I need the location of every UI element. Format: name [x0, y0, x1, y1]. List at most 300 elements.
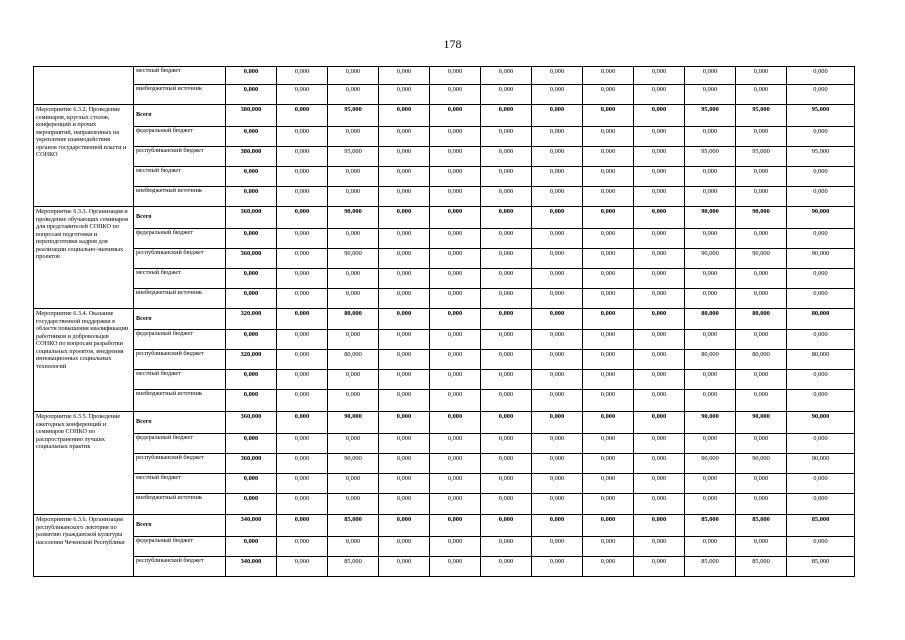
value-cell: 0,000 — [430, 269, 481, 289]
value-cell: 0,000 — [736, 229, 787, 249]
funding-source-cell: федеральный бюджет — [134, 229, 226, 249]
value-cell: 0,000 — [277, 229, 328, 249]
value-cell: 320,000 — [226, 309, 277, 330]
value-cell: 0,000 — [787, 474, 855, 494]
value-cell: 0,000 — [226, 370, 277, 390]
value-cell: 0,000 — [379, 330, 430, 350]
value-cell: 0,000 — [685, 187, 736, 207]
value-cell: 85,000 — [736, 557, 787, 577]
value-cell: 85,000 — [685, 515, 736, 537]
value-cell: 0,000 — [277, 474, 328, 494]
value-cell: 0,000 — [481, 127, 532, 147]
value-cell: 0,000 — [226, 85, 277, 105]
value-cell: 90,000 — [736, 454, 787, 474]
value-cell: 0,000 — [277, 309, 328, 330]
value-cell: 0,000 — [583, 330, 634, 350]
value-cell: 0,000 — [634, 557, 685, 577]
value-cell: 0,000 — [634, 85, 685, 105]
value-cell: 0,000 — [379, 85, 430, 105]
value-cell: 85,000 — [787, 557, 855, 577]
value-cell: 0,000 — [634, 390, 685, 412]
value-cell: 0,000 — [787, 370, 855, 390]
value-cell: 0,000 — [226, 330, 277, 350]
value-cell: 0,000 — [481, 167, 532, 187]
value-cell: 0,000 — [685, 167, 736, 187]
value-cell: 90,000 — [685, 412, 736, 434]
value-cell: 0,000 — [430, 350, 481, 370]
funding-source-cell: Всего — [134, 105, 226, 127]
value-cell: 0,000 — [430, 187, 481, 207]
value-cell: 0,000 — [583, 494, 634, 515]
funding-source-cell: внебюджетный источник — [134, 494, 226, 515]
value-cell: 0,000 — [277, 537, 328, 557]
value-cell: 0,000 — [481, 330, 532, 350]
value-cell: 0,000 — [481, 390, 532, 412]
value-cell: 0,000 — [430, 127, 481, 147]
value-cell: 0,000 — [634, 412, 685, 434]
value-cell: 0,000 — [787, 67, 855, 85]
funding-source-cell: республиканский бюджет — [134, 557, 226, 577]
value-cell: 0,000 — [634, 67, 685, 85]
value-cell: 0,000 — [532, 105, 583, 127]
value-cell: 0,000 — [583, 289, 634, 309]
value-cell: 0,000 — [583, 105, 634, 127]
value-cell: 0,000 — [685, 370, 736, 390]
value-cell: 0,000 — [277, 127, 328, 147]
value-cell: 0,000 — [481, 494, 532, 515]
value-cell: 80,000 — [736, 350, 787, 370]
value-cell: 0,000 — [634, 249, 685, 269]
value-cell: 0,000 — [481, 105, 532, 127]
value-cell: 0,000 — [328, 390, 379, 412]
value-cell: 0,000 — [685, 434, 736, 454]
value-cell: 0,000 — [328, 494, 379, 515]
value-cell: 0,000 — [583, 167, 634, 187]
value-cell: 0,000 — [430, 167, 481, 187]
value-cell: 0,000 — [379, 167, 430, 187]
value-cell: 0,000 — [277, 187, 328, 207]
value-cell: 0,000 — [277, 289, 328, 309]
value-cell: 0,000 — [481, 350, 532, 370]
table-row — [34, 390, 855, 412]
value-cell: 0,000 — [583, 309, 634, 330]
value-cell: 0,000 — [379, 105, 430, 127]
value-cell: 0,000 — [583, 147, 634, 167]
value-cell: 0,000 — [787, 127, 855, 147]
value-cell: 0,000 — [787, 494, 855, 515]
value-cell: 0,000 — [430, 412, 481, 434]
value-cell: 0,000 — [277, 207, 328, 229]
funding-source-cell: Всего — [134, 309, 226, 330]
value-cell: 95,000 — [736, 147, 787, 167]
value-cell: 80,000 — [787, 350, 855, 370]
value-cell: 0,000 — [736, 390, 787, 412]
value-cell: 0,000 — [430, 474, 481, 494]
value-cell: 0,000 — [328, 269, 379, 289]
value-cell: 95,000 — [328, 147, 379, 167]
value-cell: 0,000 — [532, 515, 583, 537]
value-cell: 0,000 — [481, 249, 532, 269]
value-cell: 0,000 — [532, 127, 583, 147]
value-cell: 85,000 — [787, 515, 855, 537]
table-row — [34, 330, 855, 350]
value-cell: 0,000 — [379, 249, 430, 269]
value-cell: 0,000 — [634, 207, 685, 229]
value-cell: 90,000 — [685, 207, 736, 229]
value-cell: 0,000 — [481, 370, 532, 390]
value-cell: 340,000 — [226, 515, 277, 537]
table-row — [34, 350, 855, 370]
value-cell: 0,000 — [379, 147, 430, 167]
table-row — [34, 127, 855, 147]
table-row — [34, 249, 855, 269]
value-cell: 0,000 — [532, 249, 583, 269]
value-cell: 0,000 — [787, 434, 855, 454]
value-cell: 0,000 — [532, 330, 583, 350]
value-cell: 0,000 — [583, 557, 634, 577]
funding-source-cell: внебюджетный источник — [134, 85, 226, 105]
value-cell: 0,000 — [736, 494, 787, 515]
value-cell: 0,000 — [634, 147, 685, 167]
value-cell: 0,000 — [634, 330, 685, 350]
value-cell: 0,000 — [226, 187, 277, 207]
funding-source-cell: федеральный бюджет — [134, 330, 226, 350]
value-cell: 0,000 — [379, 454, 430, 474]
value-cell: 0,000 — [583, 454, 634, 474]
value-cell: 0,000 — [787, 85, 855, 105]
value-cell: 0,000 — [787, 187, 855, 207]
value-cell: 0,000 — [277, 454, 328, 474]
value-cell: 0,000 — [685, 330, 736, 350]
value-cell: 0,000 — [379, 127, 430, 147]
value-cell: 0,000 — [685, 289, 736, 309]
value-cell: 0,000 — [226, 537, 277, 557]
value-cell: 0,000 — [226, 269, 277, 289]
value-cell: 0,000 — [379, 269, 430, 289]
value-cell: 0,000 — [430, 370, 481, 390]
table-body — [34, 67, 855, 577]
table-row — [34, 289, 855, 309]
value-cell: 0,000 — [481, 269, 532, 289]
value-cell: 0,000 — [277, 147, 328, 167]
table-row — [34, 454, 855, 474]
funding-source-cell: местный бюджет — [134, 167, 226, 187]
value-cell: 0,000 — [277, 370, 328, 390]
value-cell: 0,000 — [634, 537, 685, 557]
value-cell: 0,000 — [634, 127, 685, 147]
value-cell: 0,000 — [481, 147, 532, 167]
value-cell: 0,000 — [583, 187, 634, 207]
value-cell: 0,000 — [583, 269, 634, 289]
value-cell: 0,000 — [481, 454, 532, 474]
value-cell: 0,000 — [277, 269, 328, 289]
value-cell: 360,000 — [226, 454, 277, 474]
value-cell: 0,000 — [736, 370, 787, 390]
value-cell: 90,000 — [328, 249, 379, 269]
value-cell: 0,000 — [685, 537, 736, 557]
value-cell: 95,000 — [685, 147, 736, 167]
value-cell: 0,000 — [430, 207, 481, 229]
value-cell: 0,000 — [583, 412, 634, 434]
value-cell: 80,000 — [736, 309, 787, 330]
value-cell: 0,000 — [430, 515, 481, 537]
value-cell: 0,000 — [532, 229, 583, 249]
value-cell: 0,000 — [532, 187, 583, 207]
measure-title-cell: Мероприятие 6.3.3. Организация и проведение обучающих семинаров для представителей СОНКО по вопросам подготовки и переподготовки кадров для реализации социально-значимых проектов — [34, 207, 134, 309]
value-cell: 0,000 — [532, 390, 583, 412]
measure-title-cell: Мероприятие 6.3.4. Оказание государственной поддержки в области повышения квалификации работников и добровольцев СОНКО по вопросам разработки социальных проектов, внедрения инновационных социальных технологий — [34, 309, 134, 412]
value-cell: 0,000 — [787, 229, 855, 249]
value-cell: 0,000 — [379, 370, 430, 390]
measure-title-cell: Мероприятие 6.3.2. Проведение семинаров, круглых столов, конференций и прочих мероприятий, направленных на укрепление взаимодействия органов государственной власти и СОНКО — [34, 105, 134, 207]
value-cell: 0,000 — [430, 390, 481, 412]
value-cell: 0,000 — [226, 229, 277, 249]
value-cell: 0,000 — [736, 269, 787, 289]
value-cell: 0,000 — [430, 85, 481, 105]
value-cell: 90,000 — [787, 454, 855, 474]
value-cell: 0,000 — [328, 127, 379, 147]
value-cell: 95,000 — [736, 105, 787, 127]
value-cell: 0,000 — [430, 434, 481, 454]
table-row — [34, 434, 855, 454]
table-row — [34, 167, 855, 187]
table-row — [34, 537, 855, 557]
table-row — [34, 474, 855, 494]
value-cell: 0,000 — [430, 147, 481, 167]
measure-title-cell: Мероприятие 6.3.6. Организация республиканского лектория по развитию гражданской культуры населения Чеченской Республики — [34, 515, 134, 577]
funding-source-cell: республиканский бюджет — [134, 350, 226, 370]
value-cell: 0,000 — [685, 67, 736, 85]
funding-source-cell: Всего — [134, 207, 226, 229]
value-cell: 90,000 — [328, 454, 379, 474]
table-row — [34, 515, 855, 537]
value-cell: 320,000 — [226, 350, 277, 370]
funding-source-cell: республиканский бюджет — [134, 249, 226, 269]
value-cell: 0,000 — [481, 85, 532, 105]
funding-source-cell: Всего — [134, 412, 226, 434]
funding-source-cell: федеральный бюджет — [134, 127, 226, 147]
value-cell: 0,000 — [379, 390, 430, 412]
funding-source-cell: республиканский бюджет — [134, 147, 226, 167]
value-cell: 0,000 — [328, 167, 379, 187]
value-cell: 0,000 — [430, 289, 481, 309]
value-cell: 0,000 — [736, 127, 787, 147]
value-cell: 0,000 — [430, 494, 481, 515]
value-cell: 0,000 — [583, 249, 634, 269]
value-cell: 0,000 — [328, 434, 379, 454]
value-cell: 0,000 — [226, 474, 277, 494]
value-cell: 0,000 — [634, 105, 685, 127]
value-cell: 0,000 — [430, 537, 481, 557]
value-cell: 85,000 — [685, 557, 736, 577]
value-cell: 0,000 — [379, 67, 430, 85]
funding-source-cell: внебюджетный источник — [134, 187, 226, 207]
value-cell: 0,000 — [736, 330, 787, 350]
value-cell: 0,000 — [634, 434, 685, 454]
value-cell: 80,000 — [328, 309, 379, 330]
value-cell: 0,000 — [277, 67, 328, 85]
funding-source-cell: местный бюджет — [134, 67, 226, 85]
value-cell: 0,000 — [532, 207, 583, 229]
value-cell: 0,000 — [583, 515, 634, 537]
value-cell: 0,000 — [685, 390, 736, 412]
value-cell: 0,000 — [583, 67, 634, 85]
value-cell: 0,000 — [583, 434, 634, 454]
value-cell: 0,000 — [532, 147, 583, 167]
value-cell: 0,000 — [430, 229, 481, 249]
funding-source-cell: местный бюджет — [134, 269, 226, 289]
value-cell: 0,000 — [328, 370, 379, 390]
value-cell: 360,000 — [226, 412, 277, 434]
table-row — [34, 370, 855, 390]
value-cell: 0,000 — [430, 249, 481, 269]
value-cell: 0,000 — [634, 454, 685, 474]
value-cell: 0,000 — [481, 537, 532, 557]
value-cell: 0,000 — [532, 309, 583, 330]
value-cell: 0,000 — [226, 167, 277, 187]
funding-source-cell: Всего — [134, 515, 226, 537]
value-cell: 0,000 — [685, 229, 736, 249]
value-cell: 80,000 — [328, 350, 379, 370]
value-cell: 90,000 — [787, 207, 855, 229]
value-cell: 0,000 — [379, 289, 430, 309]
value-cell: 85,000 — [736, 515, 787, 537]
value-cell: 80,000 — [787, 309, 855, 330]
table-row — [34, 229, 855, 249]
value-cell: 0,000 — [379, 187, 430, 207]
value-cell: 0,000 — [226, 127, 277, 147]
funding-source-cell: внебюджетный источник — [134, 289, 226, 309]
value-cell: 0,000 — [634, 269, 685, 289]
value-cell: 0,000 — [634, 515, 685, 537]
value-cell: 0,000 — [277, 249, 328, 269]
value-cell: 0,000 — [787, 330, 855, 350]
value-cell: 95,000 — [685, 105, 736, 127]
table-row — [34, 269, 855, 289]
value-cell: 90,000 — [685, 249, 736, 269]
value-cell: 0,000 — [277, 350, 328, 370]
value-cell: 0,000 — [481, 412, 532, 434]
value-cell: 90,000 — [787, 249, 855, 269]
value-cell: 0,000 — [277, 515, 328, 537]
value-cell: 0,000 — [277, 412, 328, 434]
value-cell: 0,000 — [736, 434, 787, 454]
value-cell: 0,000 — [226, 494, 277, 515]
funding-source-cell: федеральный бюджет — [134, 434, 226, 454]
value-cell: 0,000 — [634, 309, 685, 330]
value-cell: 0,000 — [634, 350, 685, 370]
value-cell: 0,000 — [328, 229, 379, 249]
funding-source-cell: местный бюджет — [134, 474, 226, 494]
value-cell: 0,000 — [736, 67, 787, 85]
value-cell: 0,000 — [481, 474, 532, 494]
value-cell: 0,000 — [277, 105, 328, 127]
value-cell: 0,000 — [583, 474, 634, 494]
value-cell: 0,000 — [277, 494, 328, 515]
value-cell: 0,000 — [379, 207, 430, 229]
value-cell: 0,000 — [328, 537, 379, 557]
table-row — [34, 309, 855, 330]
value-cell: 380,000 — [226, 147, 277, 167]
value-cell: 0,000 — [787, 167, 855, 187]
value-cell: 0,000 — [583, 85, 634, 105]
value-cell: 0,000 — [583, 390, 634, 412]
value-cell: 0,000 — [430, 67, 481, 85]
value-cell: 0,000 — [481, 557, 532, 577]
value-cell: 0,000 — [481, 67, 532, 85]
value-cell: 0,000 — [532, 434, 583, 454]
value-cell: 0,000 — [532, 85, 583, 105]
value-cell: 90,000 — [328, 412, 379, 434]
value-cell: 0,000 — [430, 557, 481, 577]
value-cell: 0,000 — [532, 370, 583, 390]
table-row — [34, 105, 855, 127]
value-cell: 0,000 — [277, 434, 328, 454]
value-cell: 0,000 — [379, 537, 430, 557]
funding-source-cell: республиканский бюджет — [134, 454, 226, 474]
value-cell: 0,000 — [634, 167, 685, 187]
page-number: 178 — [443, 37, 462, 51]
value-cell: 0,000 — [736, 474, 787, 494]
value-cell: 0,000 — [532, 350, 583, 370]
value-cell: 90,000 — [685, 454, 736, 474]
funding-source-cell: внебюджетный источник — [134, 390, 226, 412]
table-row — [34, 147, 855, 167]
funding-source-cell: местный бюджет — [134, 370, 226, 390]
value-cell: 0,000 — [277, 557, 328, 577]
value-cell: 0,000 — [226, 67, 277, 85]
value-cell: 80,000 — [685, 309, 736, 330]
value-cell: 90,000 — [328, 207, 379, 229]
table-row — [34, 557, 855, 577]
measure-title-cell: Мероприятие 6.3.5. Проведение ежегодных конференций и семинаров СОНКО по распространению лучших социальных практик — [34, 412, 134, 515]
value-cell: 0,000 — [430, 454, 481, 474]
table-row — [34, 207, 855, 229]
value-cell: 0,000 — [634, 289, 685, 309]
value-cell: 0,000 — [532, 537, 583, 557]
value-cell: 0,000 — [685, 85, 736, 105]
value-cell: 0,000 — [532, 494, 583, 515]
value-cell: 0,000 — [532, 474, 583, 494]
value-cell: 0,000 — [277, 85, 328, 105]
value-cell: 0,000 — [379, 515, 430, 537]
value-cell: 0,000 — [277, 330, 328, 350]
value-cell: 90,000 — [736, 207, 787, 229]
value-cell: 0,000 — [532, 289, 583, 309]
measure-title-cell — [34, 67, 134, 105]
value-cell: 0,000 — [379, 350, 430, 370]
value-cell: 95,000 — [787, 105, 855, 127]
value-cell: 340,000 — [226, 557, 277, 577]
value-cell: 0,000 — [481, 229, 532, 249]
value-cell: 0,000 — [685, 127, 736, 147]
value-cell: 0,000 — [736, 167, 787, 187]
value-cell: 0,000 — [787, 289, 855, 309]
value-cell: 0,000 — [736, 187, 787, 207]
value-cell: 0,000 — [787, 269, 855, 289]
value-cell: 0,000 — [736, 289, 787, 309]
value-cell: 0,000 — [379, 309, 430, 330]
value-cell: 0,000 — [685, 474, 736, 494]
value-cell: 0,000 — [532, 412, 583, 434]
value-cell: 0,000 — [328, 67, 379, 85]
value-cell: 0,000 — [379, 412, 430, 434]
funding-source-cell: федеральный бюджет — [134, 537, 226, 557]
value-cell: 0,000 — [481, 309, 532, 330]
value-cell: 0,000 — [787, 390, 855, 412]
value-cell: 0,000 — [634, 494, 685, 515]
value-cell: 95,000 — [787, 147, 855, 167]
